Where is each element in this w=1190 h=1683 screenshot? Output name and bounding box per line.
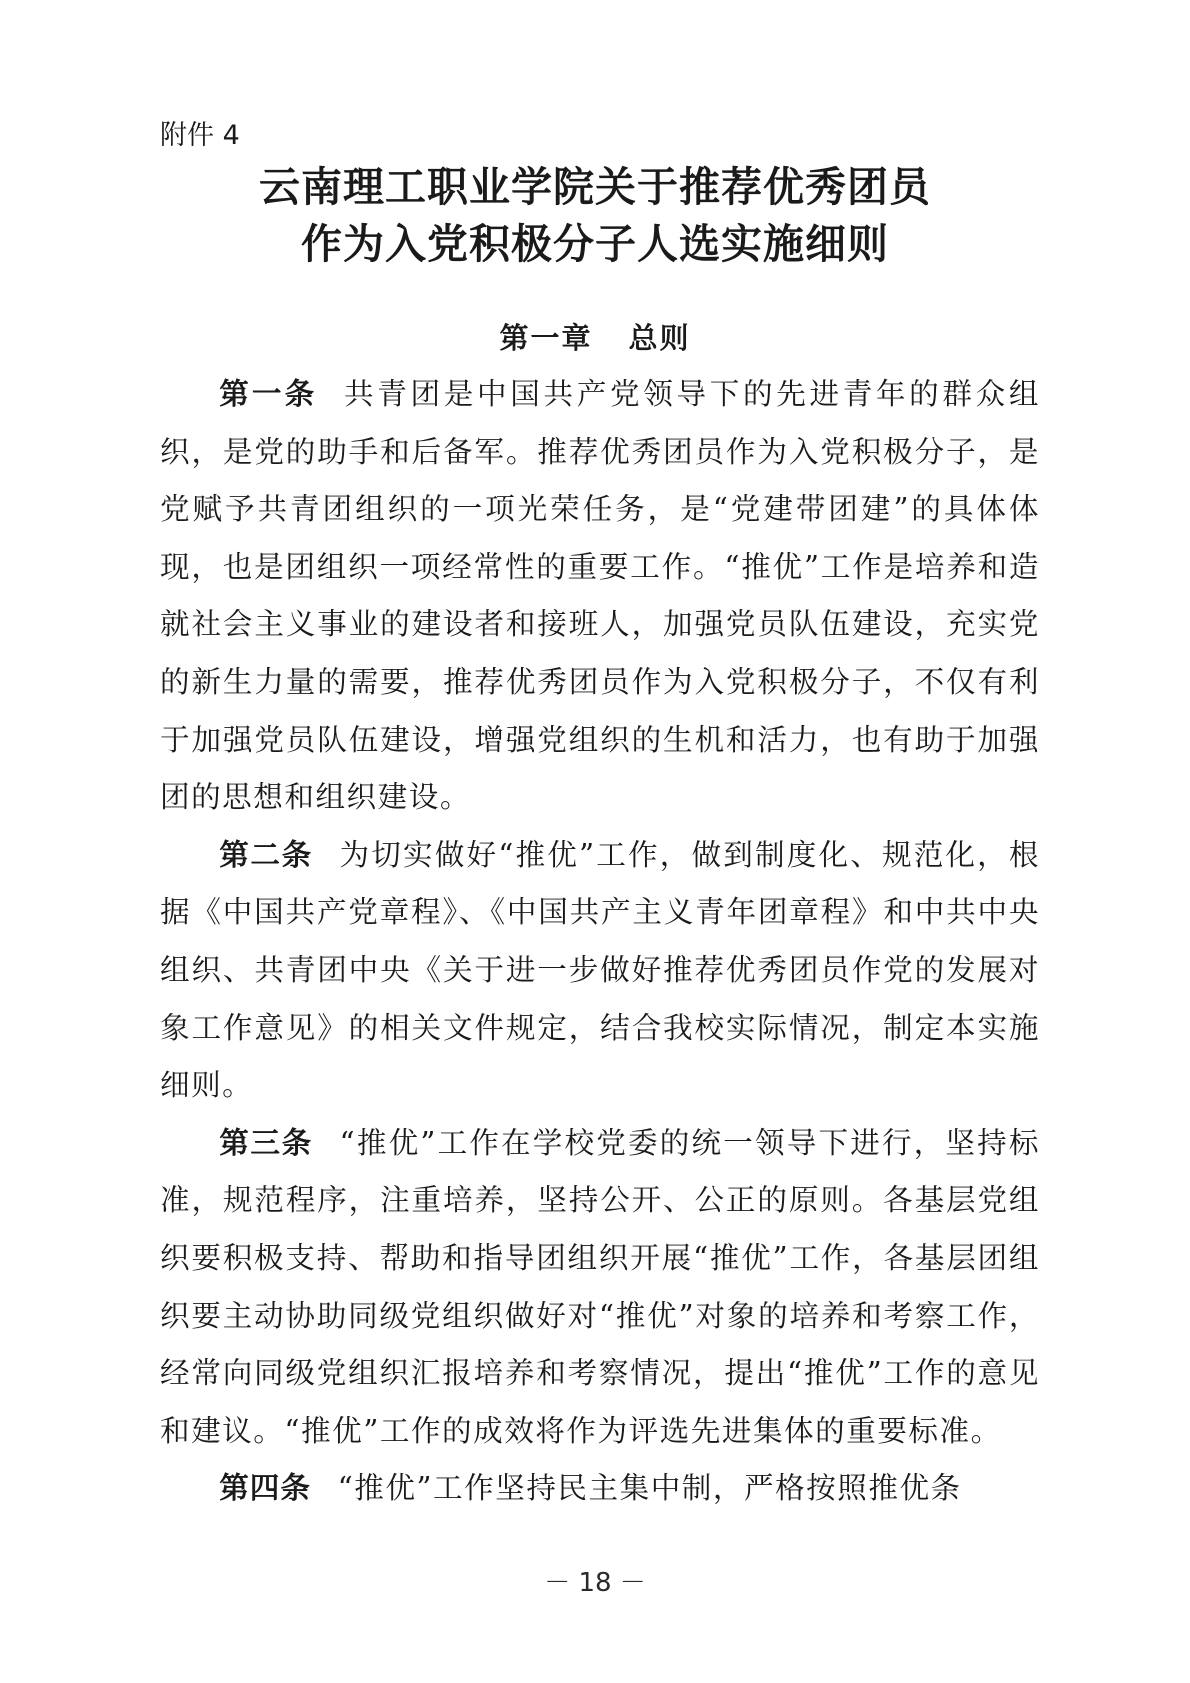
article-label: 第二条 (219, 837, 313, 872)
attachment-label: 附件 4 (160, 120, 240, 151)
document-body (160, 366, 1040, 1518)
article-2 (160, 827, 1040, 1115)
article-3 (160, 1115, 1040, 1461)
article-4 (160, 1460, 1040, 1518)
article-text: “推优”工作在学校党委的统一领导下进行，坚持标准，规范程序，注重培养，坚持公开、公正的原则。各基层党组织要积极支持、帮助和指导团组织开展“推优”工作，各基层团组织要主动协助同级党组织做好对“推优”对象的培养和考察工作，经常向同级党组织汇报培养和考察情况，提出“推优”工作的意见和建议。“推优”工作的成效将作为评选先进集体的重要标准。 (160, 1125, 1041, 1448)
article-label: 第四条 (219, 1471, 311, 1506)
article-label: 第三条 (219, 1125, 313, 1160)
article-label: 第一条 (219, 377, 318, 411)
article-1 (160, 366, 1040, 827)
article-text: 为切实做好“推优”工作，做到制度化、规范化，根据《中国共产党章程》、《中国共产主义青年团章程》和中共中央组织、共青团中央《关于进一步做好推荐优秀团员作党的发展对象工作意见》的相关文件规定，结合我校实际情况，制定本实施细则。 (160, 837, 1041, 1103)
chapter-number: 第一章 (499, 321, 593, 355)
document-title-line-2: 作为入党积极分子人选实施细则 (301, 220, 889, 268)
article-text: 共青团是中国共产党领导下的先进青年的群众组织，是党的助手和后备军。推荐优秀团员作为入党积极分子，是党赋予共青团组织的一项光荣任务，是“党建带团建”的具体体现，也是团组织一项经常性的重要工作。“推优”工作是培养和造就社会主义事业的建设者和接班人，加强党员队伍建设，充实党的新生力量的需要，推荐优秀团员作为入党积极分子，不仅有利于加强党员队伍建设，增强党组织的生机和活力，也有助于加强团的思想和组织建设。 (160, 377, 1041, 815)
document-title-line-1: 云南理工职业学院关于推荐优秀团员 (259, 163, 931, 211)
page-number: － 18 － (544, 1568, 646, 1598)
article-text: “推优”工作坚持民主集中制，严格按照推优条 (337, 1471, 962, 1506)
chapter-heading (150, 318, 1040, 358)
chapter-title: 总则 (628, 321, 691, 355)
